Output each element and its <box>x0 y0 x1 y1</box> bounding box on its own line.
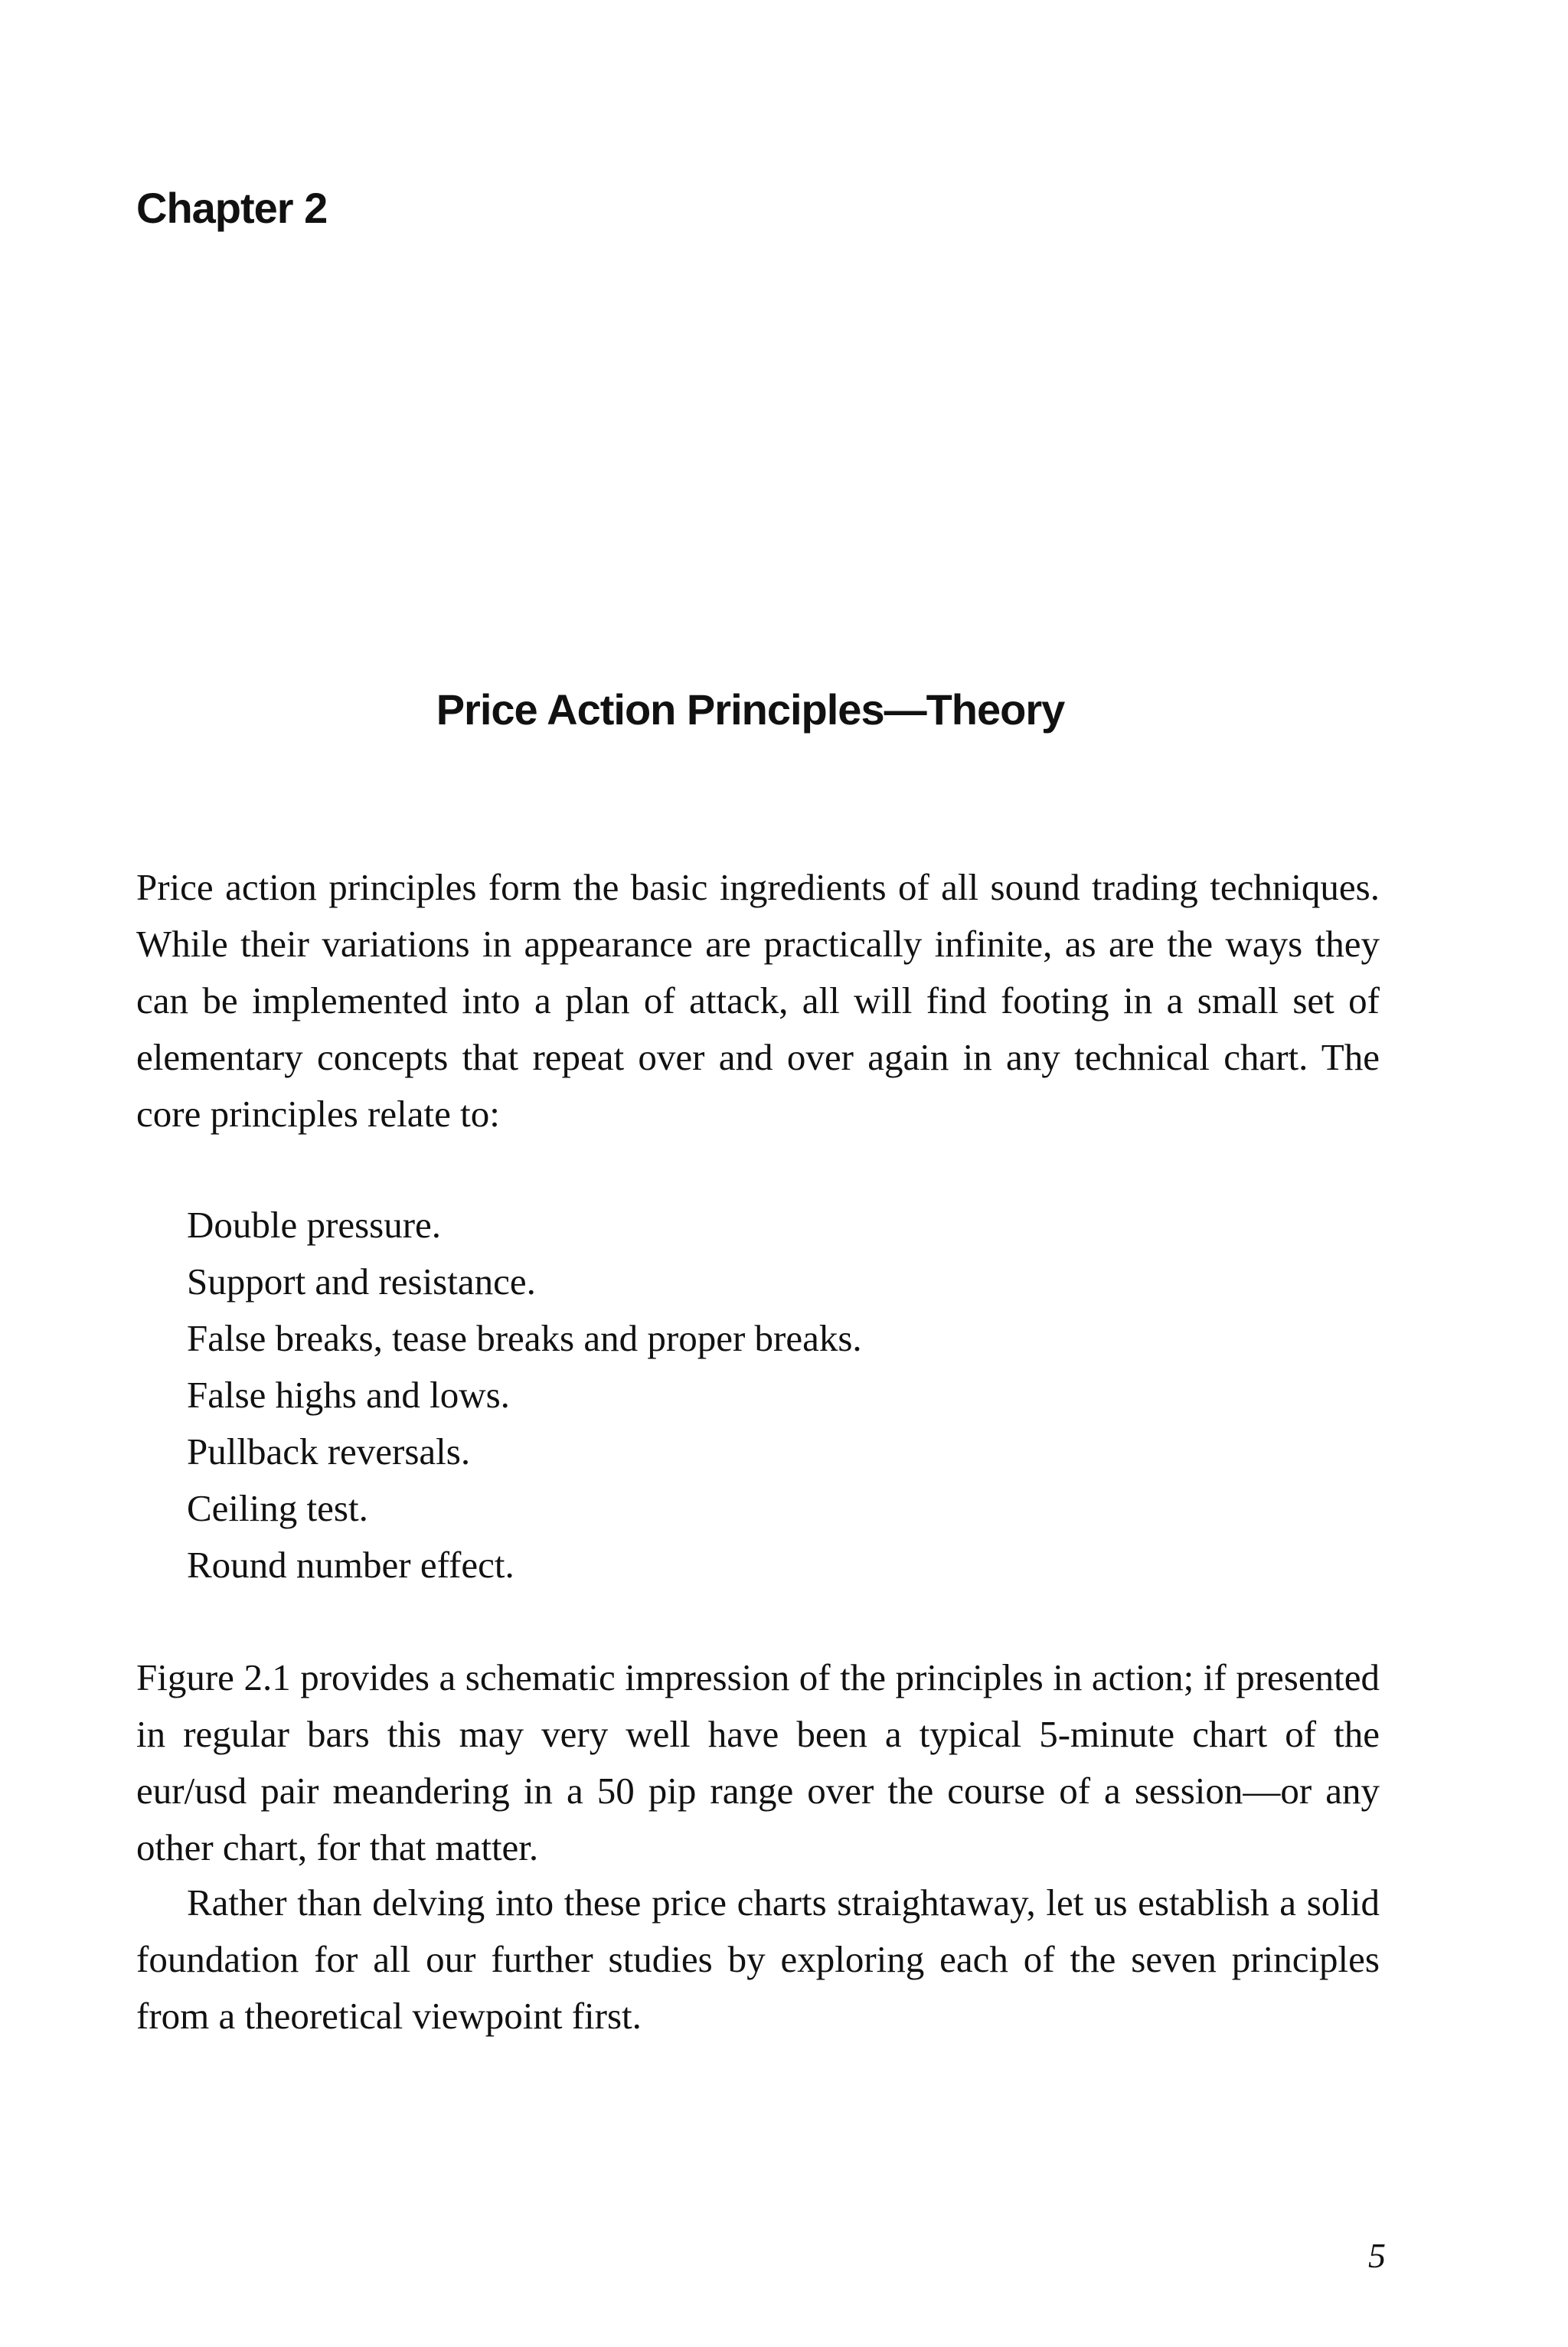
list-item: Pullback reversals. <box>187 1430 471 1473</box>
list-item: Round number effect. <box>187 1544 514 1586</box>
chapter-title: Price Action Principles—Theory <box>436 685 1065 734</box>
figure-reference-paragraph: Figure 2.1 provides a schematic impression of the principles in action; if presented in regular bars this may very well have been a typical 5-minute chart of the eur/usd pair meandering in a 50 pip range over the course of a session—or any other chart, for that matter. <box>136 1656 1380 1868</box>
list-item: Double pressure. <box>187 1204 442 1246</box>
chapter-label: Chapter 2 <box>136 184 328 232</box>
list-item: False highs and lows. <box>187 1374 510 1416</box>
principles-list <box>187 1197 862 1594</box>
intro-paragraph: Price action principles form the basic ingredients of all sound trading techniques. While their variations in appearance are practically infinite, as are the ways they can be implemented into a plan of attack, all will find footing in a small set of elementary concepts that repeat over and over again in any technical chart. The core principles relate to: <box>136 866 1380 1135</box>
list-item: Support and resistance. <box>187 1260 536 1303</box>
closing-paragraph: Rather than delving into these price charts straightaway, let us establish a solid foundation for all our further studies by exploring each of the seven principles from a theoretical viewpoint first. <box>136 1881 1380 2037</box>
list-item: False breaks, tease breaks and proper breaks. <box>187 1317 862 1359</box>
page-number: 5 <box>1368 2236 1386 2275</box>
list-item: Ceiling test. <box>187 1487 368 1529</box>
